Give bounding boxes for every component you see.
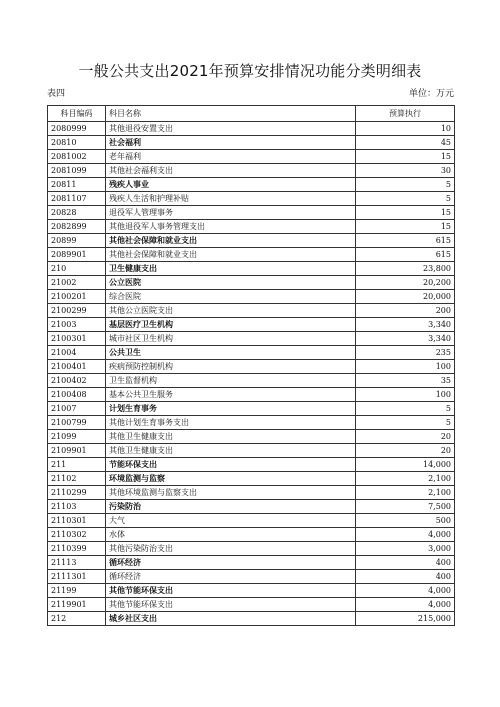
row-amount: 20 <box>356 444 455 458</box>
row-name: 其他社会保障和就业支出 <box>106 248 356 262</box>
row-code: 20810 <box>48 136 106 150</box>
row-name: 卫生监督机构 <box>106 374 356 388</box>
table-row <box>48 584 455 598</box>
row-code: 21113 <box>48 556 106 570</box>
table-row <box>48 290 455 304</box>
row-name: 基本公共卫生服务 <box>106 388 356 402</box>
row-amount: 4,000 <box>356 528 455 542</box>
row-amount: 15 <box>356 206 455 220</box>
row-code: 2111301 <box>48 570 106 584</box>
page-title: 一般公共支出2021年预算安排情况功能分类明细表 <box>78 62 422 80</box>
row-amount: 14,000 <box>356 458 455 472</box>
row-code: 2089901 <box>48 248 106 262</box>
row-code: 21199 <box>48 584 106 598</box>
row-name: 基层医疗卫生机构 <box>106 318 356 332</box>
row-code: 21004 <box>48 346 106 360</box>
row-name: 其他卫生健康支出 <box>106 430 356 444</box>
row-amount: 500 <box>356 514 455 528</box>
row-amount: 3,000 <box>356 542 455 556</box>
row-code: 21002 <box>48 276 106 290</box>
header-row <box>48 106 455 122</box>
row-code: 2082899 <box>48 220 106 234</box>
table-number: 表四 <box>47 89 66 99</box>
header-code: 科目编码 <box>48 106 106 122</box>
table-row <box>48 360 455 374</box>
row-amount: 5 <box>356 402 455 416</box>
table-row <box>48 164 455 178</box>
row-amount: 5 <box>356 192 455 206</box>
row-amount: 400 <box>356 556 455 570</box>
table-row <box>48 374 455 388</box>
row-code: 2081107 <box>48 192 106 206</box>
row-amount: 215,000 <box>356 612 455 626</box>
row-name: 其他计划生育事务支出 <box>106 416 356 430</box>
row-amount: 7,500 <box>356 500 455 514</box>
table-row <box>48 430 455 444</box>
row-amount: 3,340 <box>356 332 455 346</box>
row-code: 2081099 <box>48 164 106 178</box>
table-row <box>48 458 455 472</box>
row-amount: 2,100 <box>356 486 455 500</box>
table-row <box>48 486 455 500</box>
row-code: 21102 <box>48 472 106 486</box>
row-name: 残疾人事业 <box>106 178 356 192</box>
table-row <box>48 402 455 416</box>
row-amount: 400 <box>356 570 455 584</box>
table-row <box>48 528 455 542</box>
row-code: 2110301 <box>48 514 106 528</box>
row-name: 污染防治 <box>106 500 356 514</box>
row-code: 2100408 <box>48 388 106 402</box>
row-code: 2100299 <box>48 304 106 318</box>
row-amount: 100 <box>356 360 455 374</box>
row-code: 21103 <box>48 500 106 514</box>
row-name: 其他公立医院支出 <box>106 304 356 318</box>
row-amount: 45 <box>356 136 455 150</box>
row-code: 20828 <box>48 206 106 220</box>
table-row <box>48 248 455 262</box>
table-row <box>48 598 455 612</box>
row-name: 城乡社区支出 <box>106 612 356 626</box>
row-amount: 4,000 <box>356 598 455 612</box>
row-name: 其他污染防治支出 <box>106 542 356 556</box>
row-amount: 30 <box>356 164 455 178</box>
table-row <box>48 276 455 290</box>
row-name: 社会福利 <box>106 136 356 150</box>
table-row <box>48 192 455 206</box>
table-row <box>48 444 455 458</box>
row-amount: 5 <box>356 416 455 430</box>
table-row <box>48 542 455 556</box>
row-code: 20899 <box>48 234 106 248</box>
budget-table <box>47 105 455 626</box>
row-code: 2110299 <box>48 486 106 500</box>
row-code: 21003 <box>48 318 106 332</box>
row-name: 公共卫生 <box>106 346 356 360</box>
row-name: 环境监测与监察 <box>106 472 356 486</box>
table-row <box>48 472 455 486</box>
row-amount: 200 <box>356 304 455 318</box>
row-name: 退役军人管理事务 <box>106 206 356 220</box>
row-name: 其他卫生健康支出 <box>106 444 356 458</box>
row-code: 2119901 <box>48 598 106 612</box>
row-name: 城市社区卫生机构 <box>106 332 356 346</box>
table-row <box>48 122 455 136</box>
table-row <box>48 388 455 402</box>
row-name: 水体 <box>106 528 356 542</box>
row-code: 21099 <box>48 430 106 444</box>
row-code: 2080999 <box>48 122 106 136</box>
row-amount: 615 <box>356 234 455 248</box>
row-name: 计划生育事务 <box>106 402 356 416</box>
row-name: 其他节能环保支出 <box>106 584 356 598</box>
row-name: 循环经济 <box>106 556 356 570</box>
row-amount: 35 <box>356 374 455 388</box>
table-row <box>48 220 455 234</box>
table-row <box>48 150 455 164</box>
row-name: 残疾人生活和护理补贴 <box>106 192 356 206</box>
row-amount: 235 <box>356 346 455 360</box>
table-row <box>48 556 455 570</box>
table-row <box>48 234 455 248</box>
table-row <box>48 136 455 150</box>
row-name: 其他社会保障和就业支出 <box>106 234 356 248</box>
row-code: 21007 <box>48 402 106 416</box>
row-name: 大气 <box>106 514 356 528</box>
table-row <box>48 500 455 514</box>
row-amount: 20,200 <box>356 276 455 290</box>
row-name: 循环经济 <box>106 570 356 584</box>
row-amount: 3,340 <box>356 318 455 332</box>
row-amount: 10 <box>356 122 455 136</box>
row-name: 卫生健康支出 <box>106 262 356 276</box>
row-amount: 15 <box>356 220 455 234</box>
row-code: 2100301 <box>48 332 106 346</box>
row-code: 2100201 <box>48 290 106 304</box>
row-code: 20811 <box>48 178 106 192</box>
header-amount: 预算执行 <box>356 106 455 122</box>
row-code: 210 <box>48 262 106 276</box>
row-name: 公立医院 <box>106 276 356 290</box>
row-amount: 20 <box>356 430 455 444</box>
table-row <box>48 416 455 430</box>
row-name: 老年福利 <box>106 150 356 164</box>
table-row <box>48 514 455 528</box>
row-code: 2110302 <box>48 528 106 542</box>
row-name: 其他环境监测与监察支出 <box>106 486 356 500</box>
table-row <box>48 304 455 318</box>
table-row <box>48 262 455 276</box>
row-code: 212 <box>48 612 106 626</box>
row-code: 211 <box>48 458 106 472</box>
row-amount: 615 <box>356 248 455 262</box>
row-name: 其他节能环保支出 <box>106 598 356 612</box>
row-code: 2110399 <box>48 542 106 556</box>
row-name: 其他退役安置支出 <box>106 122 356 136</box>
row-amount: 23,800 <box>356 262 455 276</box>
row-name: 其他社会福利支出 <box>106 164 356 178</box>
row-amount: 100 <box>356 388 455 402</box>
row-code: 2100799 <box>48 416 106 430</box>
row-code: 2109901 <box>48 444 106 458</box>
table-body <box>48 122 455 626</box>
row-code: 2081002 <box>48 150 106 164</box>
row-code: 2100402 <box>48 374 106 388</box>
row-name: 节能环保支出 <box>106 458 356 472</box>
header-name: 科目名称 <box>106 106 356 122</box>
row-amount: 5 <box>356 178 455 192</box>
unit-label: 单位：万元 <box>408 89 454 99</box>
row-amount: 15 <box>356 150 455 164</box>
table-row <box>48 346 455 360</box>
table-row <box>48 612 455 626</box>
row-code: 2100401 <box>48 360 106 374</box>
row-name: 综合医院 <box>106 290 356 304</box>
table-row <box>48 332 455 346</box>
row-amount: 2,100 <box>356 472 455 486</box>
row-amount: 4,000 <box>356 584 455 598</box>
table-row <box>48 206 455 220</box>
row-name: 其他退役军人事务管理支出 <box>106 220 356 234</box>
table-row <box>48 318 455 332</box>
row-amount: 20,000 <box>356 290 455 304</box>
table-row <box>48 178 455 192</box>
table-row <box>48 570 455 584</box>
row-name: 疾病预防控制机构 <box>106 360 356 374</box>
